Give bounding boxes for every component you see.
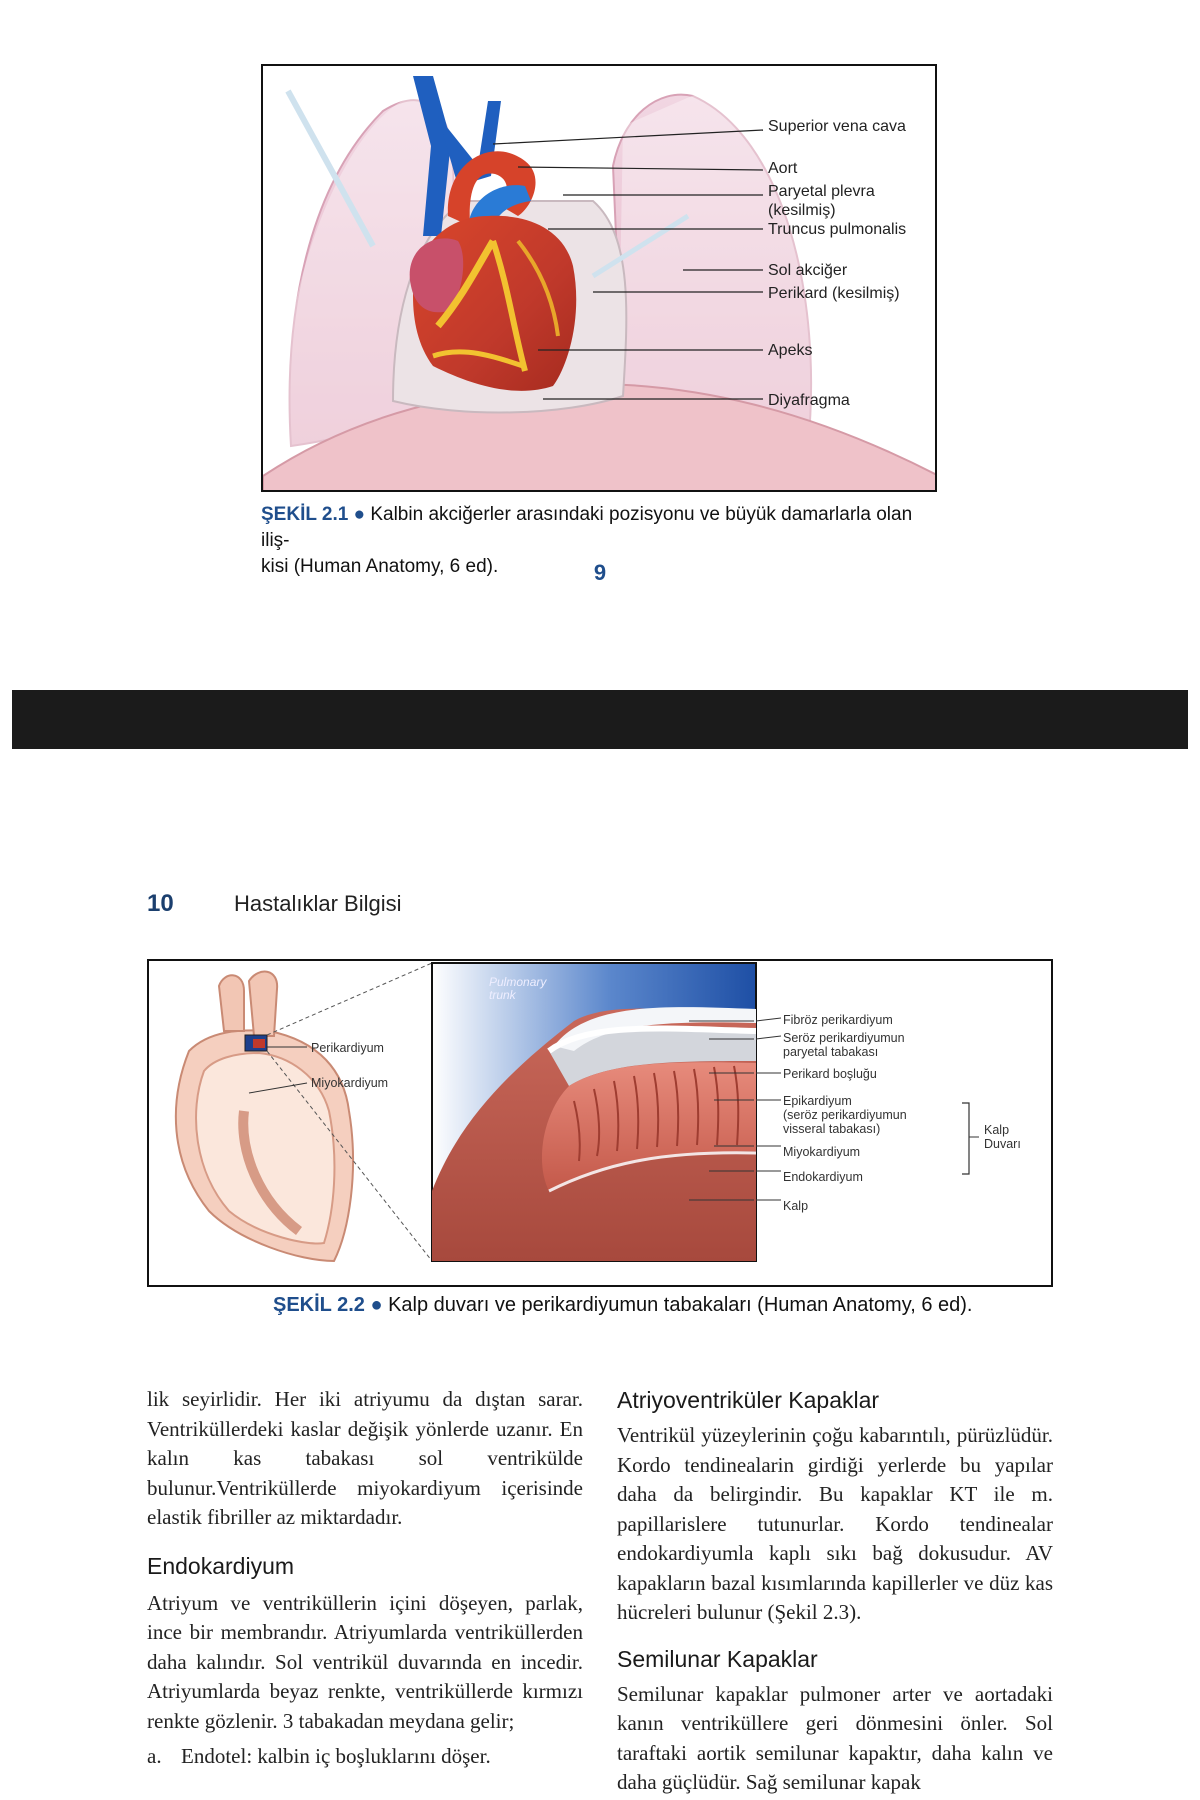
label-diyafragma: Diyafragma [768, 392, 850, 409]
label-sol-akciger: Sol akciğer [768, 262, 848, 279]
label-fibroz-perikardiyum: Fibröz perikardiyum [783, 1013, 893, 1027]
label-apeks: Apeks [768, 342, 813, 359]
label-aort: Aort [768, 160, 798, 177]
left-paragraph-2: Atriyum ve ventriküllerin içini döşeyen, parlak, ince bir membrandır. Atriyumlarda ventriküllerden daha kalındır. Sol ventrikül duvarında en incedir. Atriyumlarda beyaz renkte, ventriküllerde kırmızı renkte gözlenir. 3 tabakadan meydana gelir; [147, 1590, 583, 1733]
left-column [147, 1385, 583, 1772]
label-superior-vena-cava: Superior vena cava [768, 118, 906, 135]
left-paragraph-1: lik seyirlidir. Her iki atriyumu da dıştan sarar. Ventriküllerdeki kaslar değişik yönlerde uzanır. En kalın kas tabakası sol ventrikülde bulunur.Ventriküllerde miyokardiyum içerisinde elastik fibriller az miktardadır. [147, 1387, 583, 1529]
label-seroz-perikardiyumun-2: (seröz perikardiyumun [783, 1108, 907, 1122]
label-kalp: Kalp [783, 1199, 809, 1213]
label-paryetal-plevra: Paryetal plevra [768, 183, 875, 200]
label-trunk: trunk [489, 988, 516, 1002]
running-header-title: Hastalıklar Bilgisi [234, 891, 402, 916]
label-epikardiyum: Epikardiyum [783, 1094, 852, 1108]
label-pulmonary: Pulmonary [489, 975, 547, 989]
label-kalp-bracket: Kalp [984, 1123, 1010, 1137]
list-item-text: Endotel: kalbin iç boşluklarını döşer. [181, 1744, 491, 1768]
list-item [147, 1742, 583, 1772]
list-marker: a. [147, 1744, 162, 1768]
heart-inset [176, 972, 353, 1261]
label-perikardiyum-inset: Perikardiyum [311, 1041, 384, 1055]
figure-2-2 [147, 959, 1053, 1287]
heading-endokardiyum: Endokardiyum [147, 1552, 295, 1579]
caption-lead: ŞEKİL 2.2 ● [273, 1294, 383, 1316]
page-number-10: 10 [147, 890, 174, 917]
label-visseral-tabakasi: visseral tabakası) [783, 1122, 881, 1136]
label-perikard-kesilmis: Perikard (kesilmiş) [768, 285, 900, 302]
label-endokardiyum: Endokardiyum [783, 1170, 863, 1184]
label-miyokardiyum-inset: Miyokardiyum [311, 1076, 389, 1090]
label-truncus-pulmonalis: Truncus pulmonalis [768, 221, 907, 238]
label-miyokardiyum: Miyokardiyum [783, 1145, 861, 1159]
label-paryetal-tabakasi: paryetal tabakası [783, 1045, 879, 1059]
figure-2-1 [261, 64, 937, 492]
right-paragraph-2: Semilunar kapaklar pulmoner arter ve aortadaki kanın ventriküllere geri dönmesini önler. Sol taraftaki aortik semilunar kapaktır, daha kalın ve daha güçlüdür. Sağ semilunar kapak [617, 1681, 1053, 1794]
caption-text: Kalp duvarı ve perikardiyumun tabakaları (Human Anatomy, 6 ed). [388, 1294, 973, 1316]
caption-lead: ŞEKİL 2.1 ● [261, 504, 366, 525]
magnified-wall-panel [432, 963, 756, 1261]
label-seroz-perikardiyumun: Seröz perikardiyumun [783, 1031, 905, 1045]
label-duvari-bracket: Duvarı [984, 1137, 1021, 1151]
label-perikard-boslugu: Perikard boşluğu [783, 1067, 877, 1081]
label-kesilmis: (kesilmiş) [768, 202, 836, 219]
heading-atriyoventrikuler-kapaklar: Atriyoventriküler Kapaklar [617, 1387, 880, 1413]
caption-line-1: Kalbin akciğerler arasındaki pozisyonu ve büyük damarlarla olan iliş- [261, 504, 913, 551]
heart-wall-illustration [149, 961, 1053, 1287]
caption-line-2: kisi (Human Anatomy, 6 ed). [261, 556, 499, 577]
right-column [617, 1385, 1053, 1798]
page-separator-bar [12, 690, 1188, 749]
page-number-9: 9 [593, 560, 607, 585]
heading-semilunar-kapaklar: Semilunar Kapaklar [617, 1645, 818, 1672]
figure-2-2-caption [273, 1294, 972, 1317]
right-paragraph-1: Ventrikül yüzeylerinin çoğu kabarıntılı, pürüzlüdür. Kordo tendinealarin girdiği yerlerde bu yapılar daha da belirgindir. Bu kapaklar KT ile m. papillarislere tutunurlar. Kordo tendinealar endokardiyumla kaplı sıkı bağ dokusudur. AV kapakların bazal kısımlarında kapillerler ve düz kas hücreleri bulunur (Şekil 2.3). [617, 1423, 1053, 1624]
